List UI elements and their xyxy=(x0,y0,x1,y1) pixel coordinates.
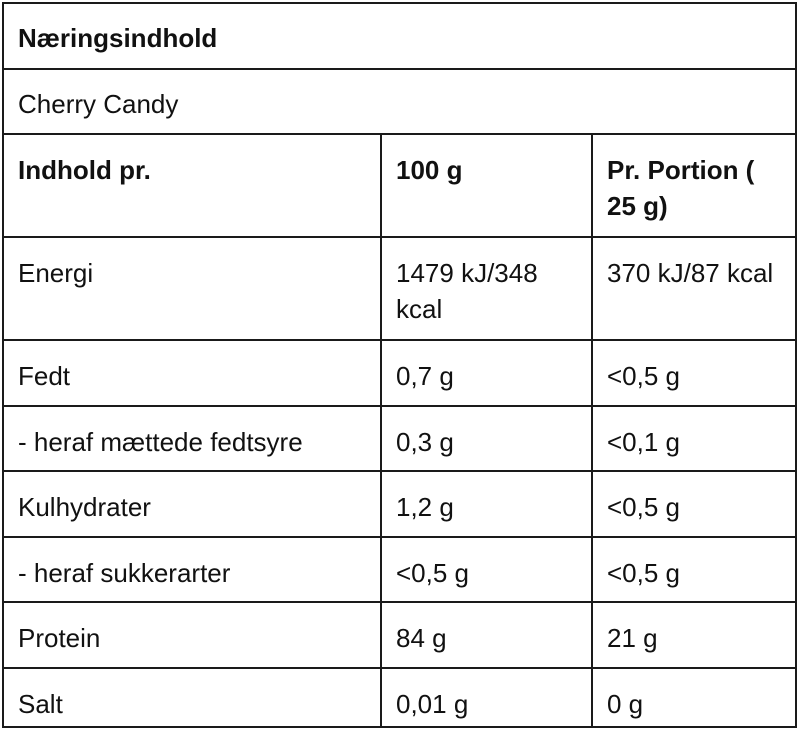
header-row xyxy=(4,135,795,238)
row-label: Kulhydrater xyxy=(18,492,151,522)
row-perportion: <0,5 g xyxy=(591,538,795,601)
row-perportion: <0,5 g xyxy=(591,472,795,536)
table-row xyxy=(4,669,795,726)
table-row xyxy=(4,472,795,538)
table-title: Næringsindhold xyxy=(18,23,218,53)
row-perportion: 21 g xyxy=(591,603,795,667)
row-per100: <0,5 g xyxy=(380,538,591,601)
row-per100: 1479 kJ/348 kcal xyxy=(380,238,591,339)
row-perportion: <0,1 g xyxy=(591,407,795,470)
row-label: - heraf mættede fedtsyre xyxy=(18,427,303,457)
header-100g: 100 g xyxy=(380,135,591,236)
row-label: - heraf sukkerarter xyxy=(18,558,231,588)
nutrition-table xyxy=(2,2,797,728)
row-per100: 84 g xyxy=(380,603,591,667)
table-row xyxy=(4,603,795,669)
table-row xyxy=(4,407,795,472)
row-perportion: 370 kJ/87 kcal xyxy=(591,238,795,339)
table-row xyxy=(4,341,795,407)
row-label: Salt xyxy=(18,689,63,719)
title-row xyxy=(4,4,795,70)
product-name: Cherry Candy xyxy=(18,89,179,119)
row-per100: 0,01 g xyxy=(380,669,591,726)
table-row xyxy=(4,238,795,341)
product-row xyxy=(4,70,795,135)
row-per100: 0,7 g xyxy=(380,341,591,405)
row-perportion: 0 g xyxy=(591,669,795,726)
row-per100: 0,3 g xyxy=(380,407,591,470)
row-per100: 1,2 g xyxy=(380,472,591,536)
row-label: Protein xyxy=(18,623,101,653)
row-label: Energi xyxy=(18,258,94,288)
row-perportion: <0,5 g xyxy=(591,341,795,405)
header-indhold: Indhold pr. xyxy=(18,155,151,185)
row-label: Fedt xyxy=(18,361,71,391)
header-portion: Pr. Portion ( 25 g) xyxy=(591,135,795,236)
table-row xyxy=(4,538,795,603)
